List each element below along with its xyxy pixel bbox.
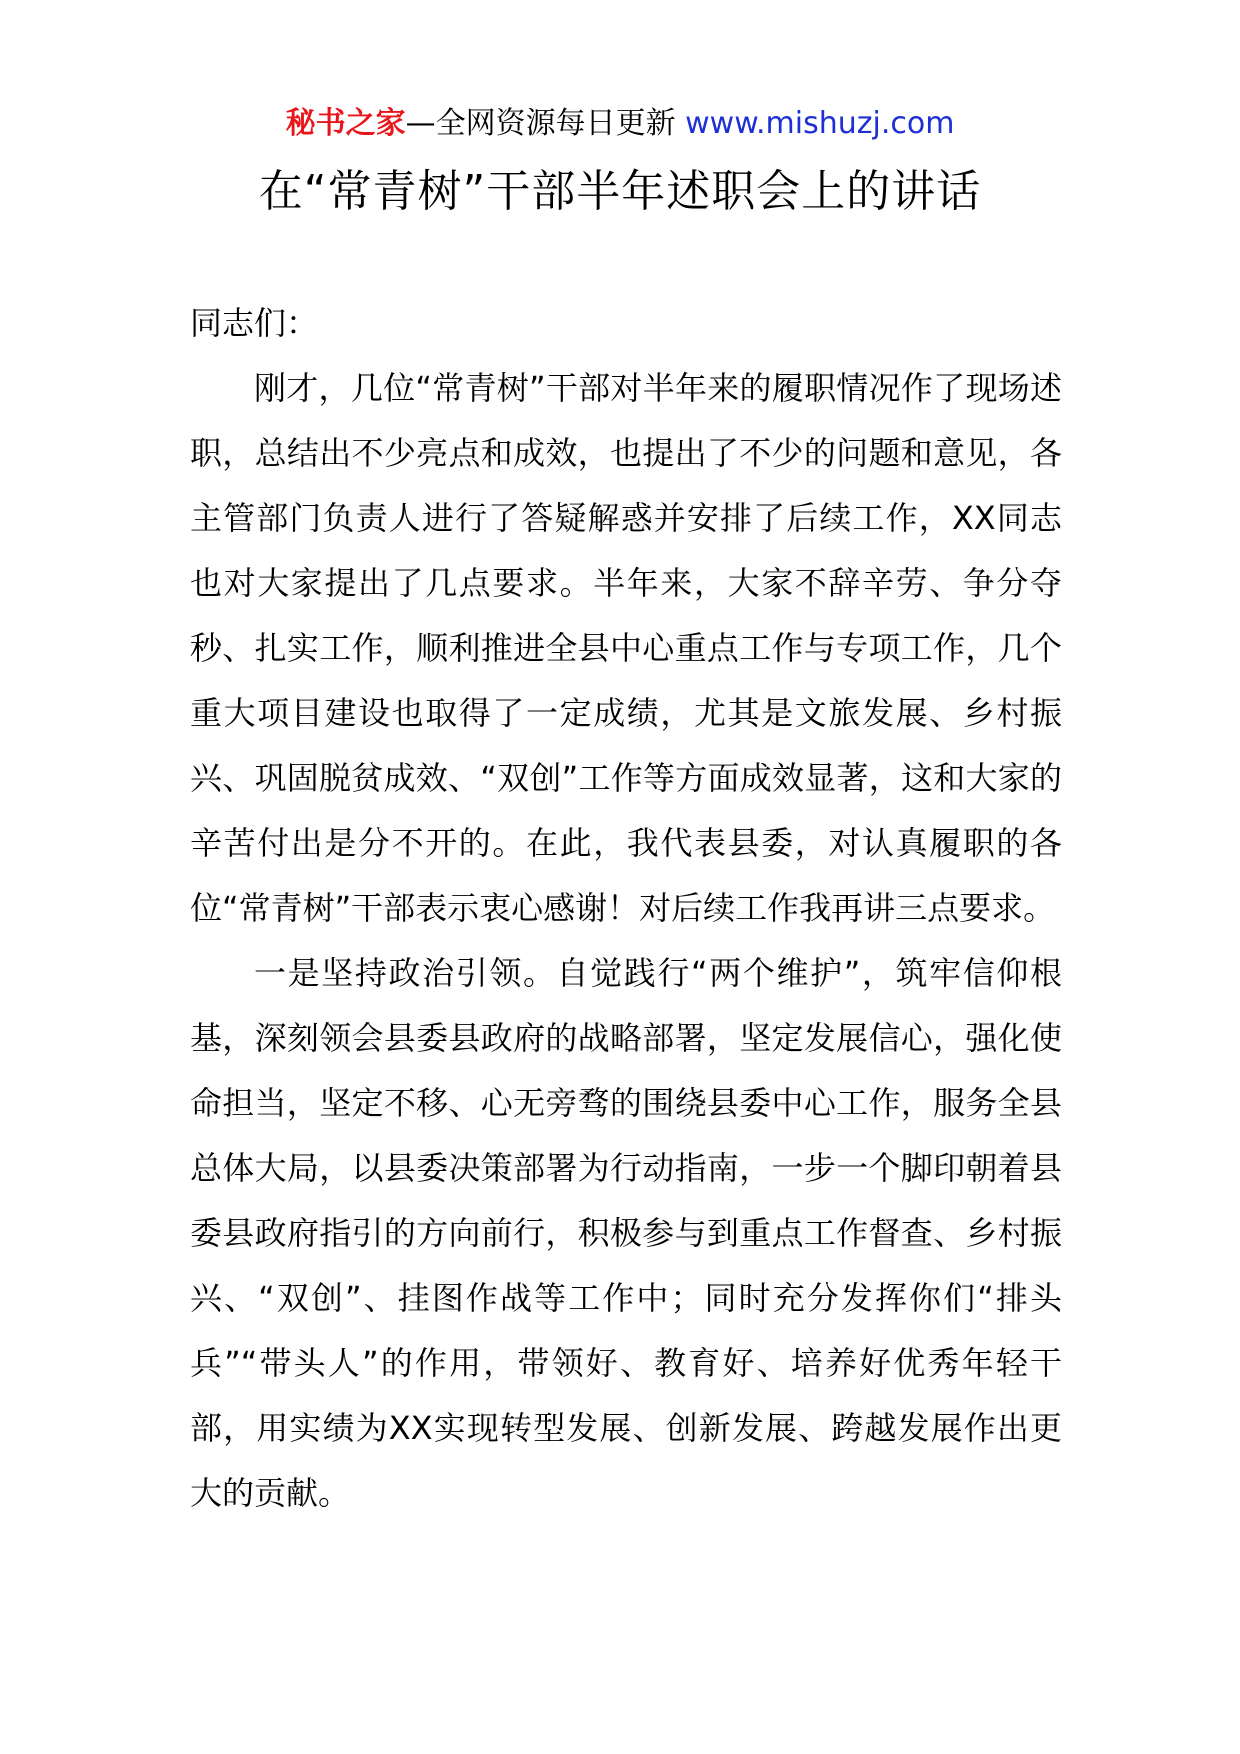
document-title: 在“常青树”干部半年述职会上的讲话 <box>258 166 982 217</box>
document-body <box>190 291 1062 1526</box>
site-header <box>0 104 1240 144</box>
body-paragraph: 一是坚持政治引领。自觉践行“两个维护”，筑牢信仰根基，深刻领会县委县政府的战略部署，坚定发展信心，强化使命担当，坚定不移、心无旁骛的围绕县委中心工作，服务全县总体大局，以县委决策部署为行动指南，一步一个脚印朝着县委县政府指引的方向前行，积极参与到重点工作督查、乡村振兴、“双创”、挂图作战等工作中；同时充分发挥你们“排头兵”“带头人”的作用，带领好、教育好、培养好优秀年轻干部，用实绩为XX实现转型发展、创新发展、跨越发展作出更大的贡献。 <box>190 954 1062 1512</box>
body-paragraph: 刚才，几位“常青树”干部对半年来的履职情况作了现场述职，总结出不少亮点和成效，也提出了不少的问题和意见，各主管部门负责人进行了答疑解惑并安排了后续工作，XX同志也对大家提出了几点要求。半年来，大家不辞辛劳、争分夺秒、扎实工作，顺利推进全县中心重点工作与专项工作，几个重大项目建设也取得了一定成绩，尤其是文旅发展、乡村振兴、巩固脱贫成效、“双创”工作等方面成效显著，这和大家的辛苦付出是分不开的。在此，我代表县委，对认真履职的各位“常青树”干部表示衷心感谢！对后续工作我再讲三点要求。 <box>190 369 1062 927</box>
site-url-link[interactable]: www.mishuzj.com <box>685 106 955 141</box>
site-brand: 秘书之家 <box>285 106 406 141</box>
site-tagline: —全网资源每日更新 <box>405 106 676 141</box>
salutation: 同志们： <box>190 304 319 342</box>
